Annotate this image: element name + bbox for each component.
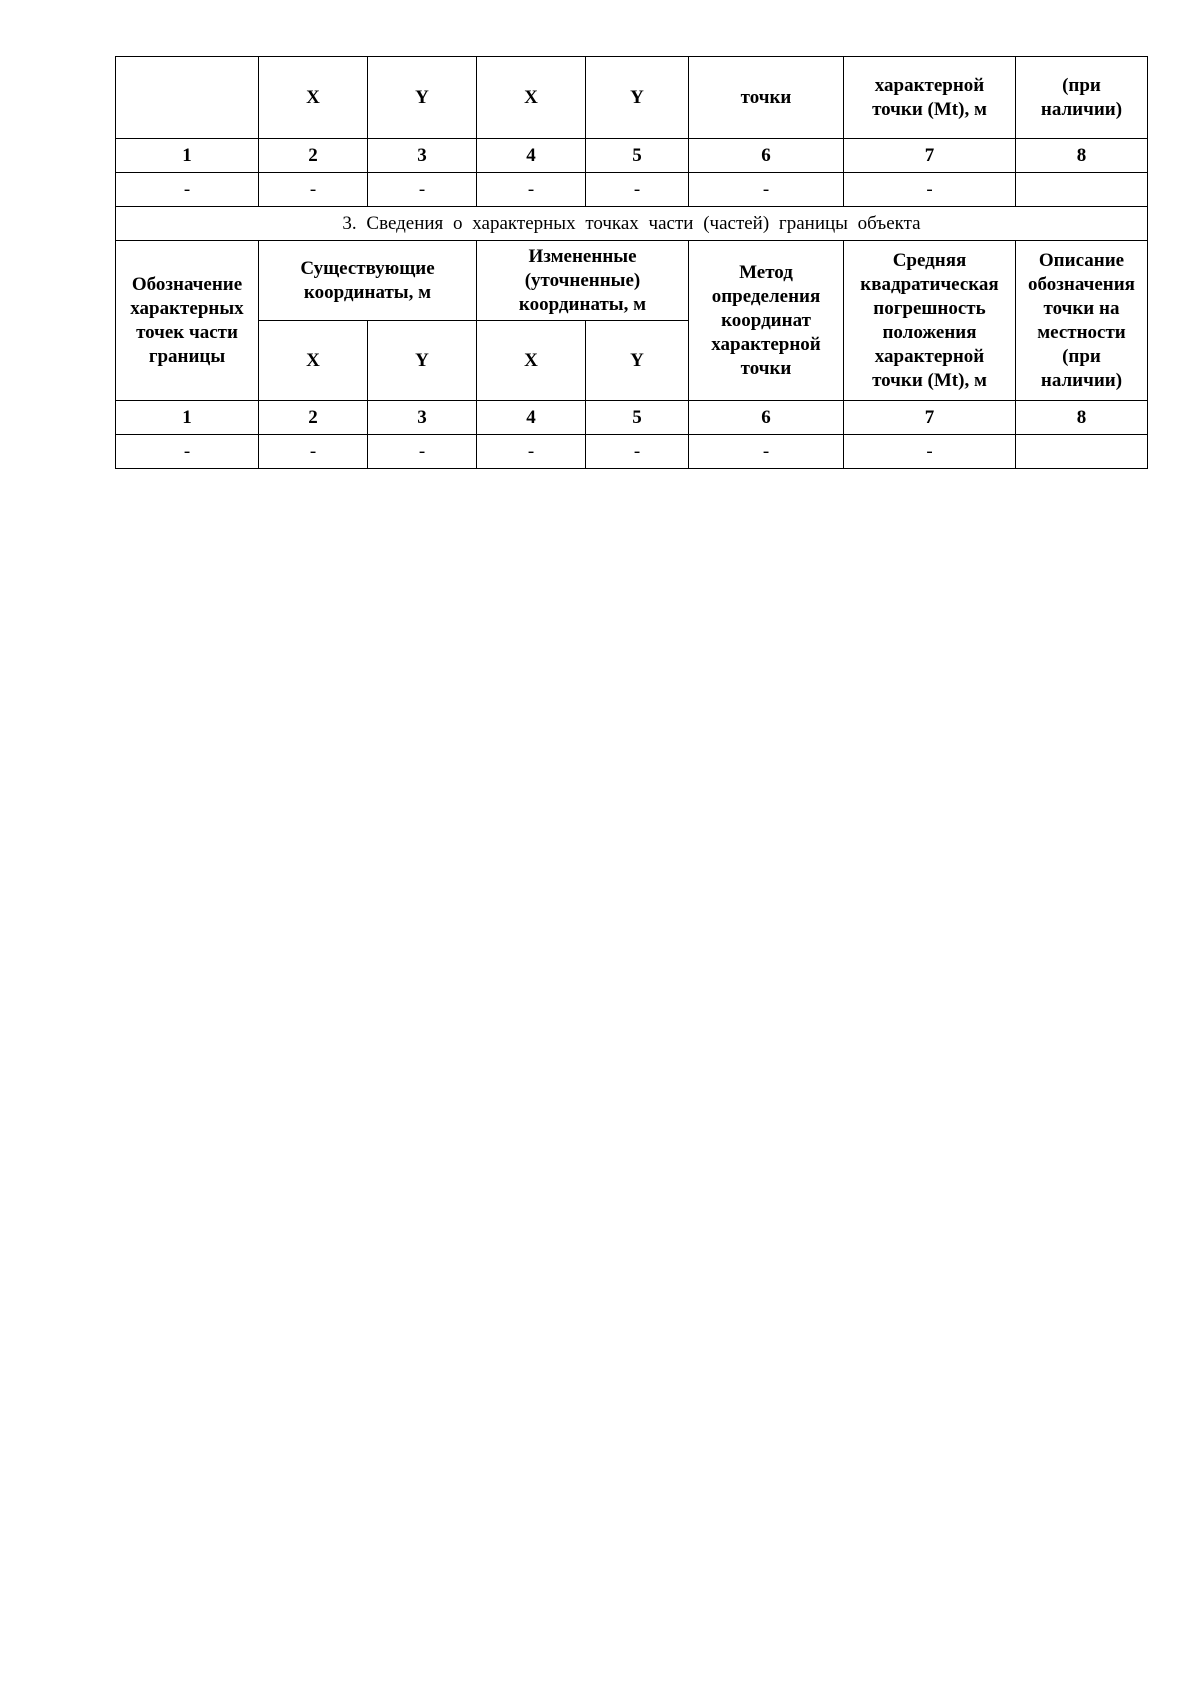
column-number: 8: [1016, 401, 1148, 435]
header-cell-method: точки: [689, 57, 844, 139]
column-numbers-row: [116, 401, 1148, 435]
table-cell: [1016, 173, 1148, 207]
header-cell-existing-coordinates: Существующие координаты, м: [259, 241, 477, 321]
table-cell: -: [477, 173, 586, 207]
table-cell: -: [689, 435, 844, 469]
section-title-row: [116, 207, 1148, 241]
table-cell: -: [259, 435, 368, 469]
section-title: 3. Сведения о характерных точках части (частей) границы объекта: [116, 207, 1148, 241]
header-cell-changed-y: Y: [586, 321, 689, 401]
table-cell: -: [586, 173, 689, 207]
header-cell-error: характерной точки (Mt), м: [844, 57, 1016, 139]
column-number: 5: [586, 139, 689, 173]
header-cell-designation: [116, 57, 259, 139]
header-cell-existing-x: X: [259, 57, 368, 139]
column-number: 5: [586, 401, 689, 435]
continued-header-row: [116, 57, 1148, 139]
table-cell: -: [368, 435, 477, 469]
header-cell-method: Метод определения координат характерной точки: [689, 241, 844, 401]
column-number: 6: [689, 139, 844, 173]
table-row: [116, 173, 1148, 207]
column-number: 3: [368, 139, 477, 173]
column-number: 8: [1016, 139, 1148, 173]
column-number: 6: [689, 401, 844, 435]
table-cell: -: [477, 435, 586, 469]
column-number: 3: [368, 401, 477, 435]
header-cell-changed-x: X: [477, 321, 586, 401]
column-number: 1: [116, 401, 259, 435]
table-cell: -: [689, 173, 844, 207]
table-cell: -: [116, 173, 259, 207]
header-cell-changed-x: X: [477, 57, 586, 139]
column-number: 1: [116, 139, 259, 173]
table-cell: -: [844, 173, 1016, 207]
table-cell: -: [844, 435, 1016, 469]
column-number: 7: [844, 139, 1016, 173]
column-number: 7: [844, 401, 1016, 435]
header-cell-changed-coordinates: Измененные (уточненные) координаты, м: [477, 241, 689, 321]
characteristic-points-table: [115, 56, 1148, 469]
column-numbers-row: [116, 139, 1148, 173]
header-cell-description: (при наличии): [1016, 57, 1148, 139]
table-row: [116, 435, 1148, 469]
table-cell: -: [116, 435, 259, 469]
column-number: 4: [477, 139, 586, 173]
table-cell: -: [259, 173, 368, 207]
column-number: 2: [259, 139, 368, 173]
table-cell: [1016, 435, 1148, 469]
header-cell-existing-x: X: [259, 321, 368, 401]
section-header-row: [116, 241, 1148, 321]
header-cell-changed-y: Y: [586, 57, 689, 139]
header-cell-error: Средняя квадратическая погрешность положения характерной точки (Mt), м: [844, 241, 1016, 401]
column-number: 4: [477, 401, 586, 435]
column-number: 2: [259, 401, 368, 435]
header-cell-existing-y: Y: [368, 321, 477, 401]
header-cell-designation: Обозначение характерных точек части границы: [116, 241, 259, 401]
table-cell: -: [368, 173, 477, 207]
header-cell-existing-y: Y: [368, 57, 477, 139]
table-cell: -: [586, 435, 689, 469]
header-cell-description: Описание обозначения точки на местности (при наличии): [1016, 241, 1148, 401]
